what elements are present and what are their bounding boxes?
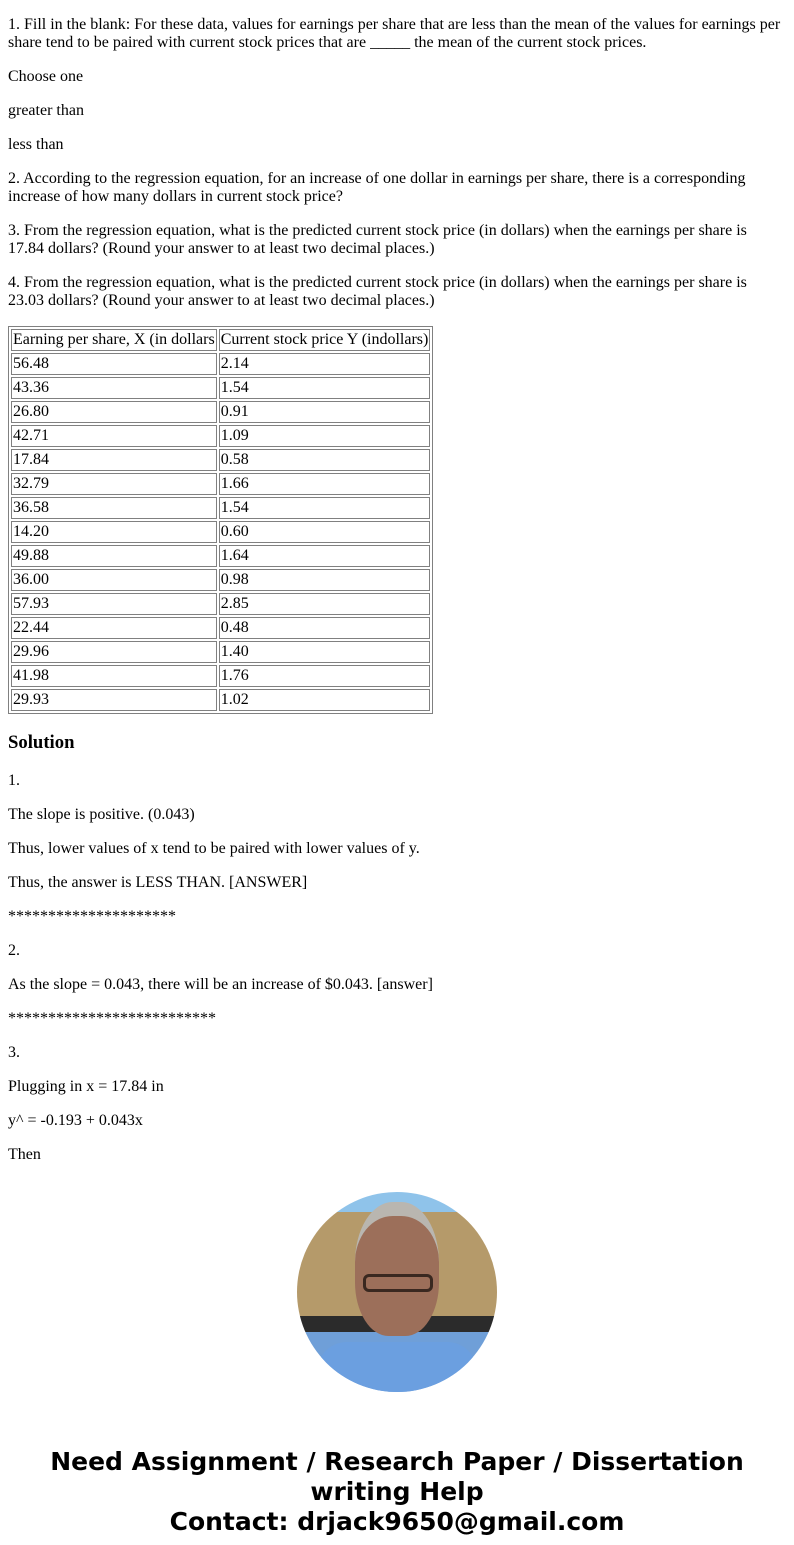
earnings-cell: 14.20 xyxy=(11,521,217,543)
question-1: 1. Fill in the blank: For these data, values for earnings per share that are less than the mean of the values for earnings per share tend to be paired with current stock prices that are _____ the mean of the current stock prices. xyxy=(8,16,781,51)
footer-banner xyxy=(8,1447,786,1537)
table-row xyxy=(11,593,430,615)
solution-heading: Solution xyxy=(8,732,75,753)
table-row xyxy=(11,449,430,471)
stock-price-cell: 1.76 xyxy=(219,665,431,687)
solution-line: ********************* xyxy=(8,908,176,925)
stock-price-cell: 1.66 xyxy=(219,473,431,495)
stock-price-cell: 1.54 xyxy=(219,377,431,399)
earnings-cell: 56.48 xyxy=(11,353,217,375)
earnings-cell: 41.98 xyxy=(11,665,217,687)
earnings-cell: 42.71 xyxy=(11,425,217,447)
table-row xyxy=(11,425,430,447)
footer-help-text: Need Assignment / Research Paper / Dissertation writing Help xyxy=(50,1447,744,1506)
choose-one-label: Choose one xyxy=(8,68,84,85)
stock-price-cell: 1.40 xyxy=(219,641,431,663)
photo-glasses xyxy=(363,1274,433,1292)
earnings-cell: 36.58 xyxy=(11,497,217,519)
solution-line: As the slope = 0.043, there will be an increase of $0.043. [answer] xyxy=(8,976,433,993)
solution-line: 1. xyxy=(8,772,20,789)
question-3: 3. From the regression equation, what is the predicted current stock price (in dollars) when the earnings per share is 17.84 dollars? (Round your answer to at least two decimal places.) xyxy=(8,222,747,257)
table-row xyxy=(11,497,430,519)
stock-price-cell: 1.54 xyxy=(219,497,431,519)
earnings-cell: 22.44 xyxy=(11,617,217,639)
earnings-cell: 26.80 xyxy=(11,401,217,423)
table-row xyxy=(11,569,430,591)
table-row xyxy=(11,353,430,375)
author-photo-container xyxy=(8,1192,786,1397)
earnings-cell: 32.79 xyxy=(11,473,217,495)
solution-line: 3. xyxy=(8,1044,20,1061)
table-row xyxy=(11,545,430,567)
data-table xyxy=(8,326,433,714)
option-less-than: less than xyxy=(8,136,64,153)
table-row xyxy=(11,401,430,423)
solution-body xyxy=(8,772,786,1164)
solution-line: 2. xyxy=(8,942,20,959)
earnings-cell: 29.93 xyxy=(11,689,217,711)
stock-price-cell: 1.64 xyxy=(219,545,431,567)
stock-price-cell: 1.09 xyxy=(219,425,431,447)
stock-price-cell: 0.91 xyxy=(219,401,431,423)
earnings-cell: 36.00 xyxy=(11,569,217,591)
stock-price-cell: 1.02 xyxy=(219,689,431,711)
solution-line: Thus, the answer is LESS THAN. [ANSWER] xyxy=(8,874,308,891)
photo-face xyxy=(355,1202,439,1336)
table-row xyxy=(11,665,430,687)
table-row xyxy=(11,377,430,399)
solution-line: The slope is positive. (0.043) xyxy=(8,806,195,823)
table-row xyxy=(11,641,430,663)
question-4: 4. From the regression equation, what is the predicted current stock price (in dollars) when the earnings per share is 23.03 dollars? (Round your answer to at least two decimal places.) xyxy=(8,274,747,309)
photo-shirt xyxy=(317,1342,477,1392)
earnings-cell: 43.36 xyxy=(11,377,217,399)
solution-line: Then xyxy=(8,1146,41,1163)
solution-line: ************************** xyxy=(8,1010,216,1027)
stock-price-cell: 2.14 xyxy=(219,353,431,375)
stock-price-cell: 0.60 xyxy=(219,521,431,543)
author-photo xyxy=(297,1192,497,1392)
earnings-cell: 29.96 xyxy=(11,641,217,663)
header-stock-price: Current stock price Y (indollars) xyxy=(219,329,431,351)
option-greater-than: greater than xyxy=(8,102,84,119)
solution-line: y^ = -0.193 + 0.043x xyxy=(8,1112,143,1129)
stock-price-cell: 0.58 xyxy=(219,449,431,471)
table-row xyxy=(11,617,430,639)
earnings-cell: 17.84 xyxy=(11,449,217,471)
earnings-cell: 57.93 xyxy=(11,593,217,615)
earnings-cell: 49.88 xyxy=(11,545,217,567)
table-row xyxy=(11,473,430,495)
solution-line: Plugging in x = 17.84 in xyxy=(8,1078,164,1095)
table-row xyxy=(11,689,430,711)
footer-contact: Contact: drjack9650@gmail.com xyxy=(169,1507,625,1536)
header-earnings: Earning per share, X (in dollars xyxy=(11,329,217,351)
table-row xyxy=(11,521,430,543)
solution-line: Thus, lower values of x tend to be paired with lower values of y. xyxy=(8,840,420,857)
stock-price-cell: 2.85 xyxy=(219,593,431,615)
table-header-row xyxy=(11,329,430,351)
question-2: 2. According to the regression equation, for an increase of one dollar in earnings per share, there is a corresponding increase of how many dollars in current stock price? xyxy=(8,170,746,205)
stock-price-cell: 0.48 xyxy=(219,617,431,639)
stock-price-cell: 0.98 xyxy=(219,569,431,591)
